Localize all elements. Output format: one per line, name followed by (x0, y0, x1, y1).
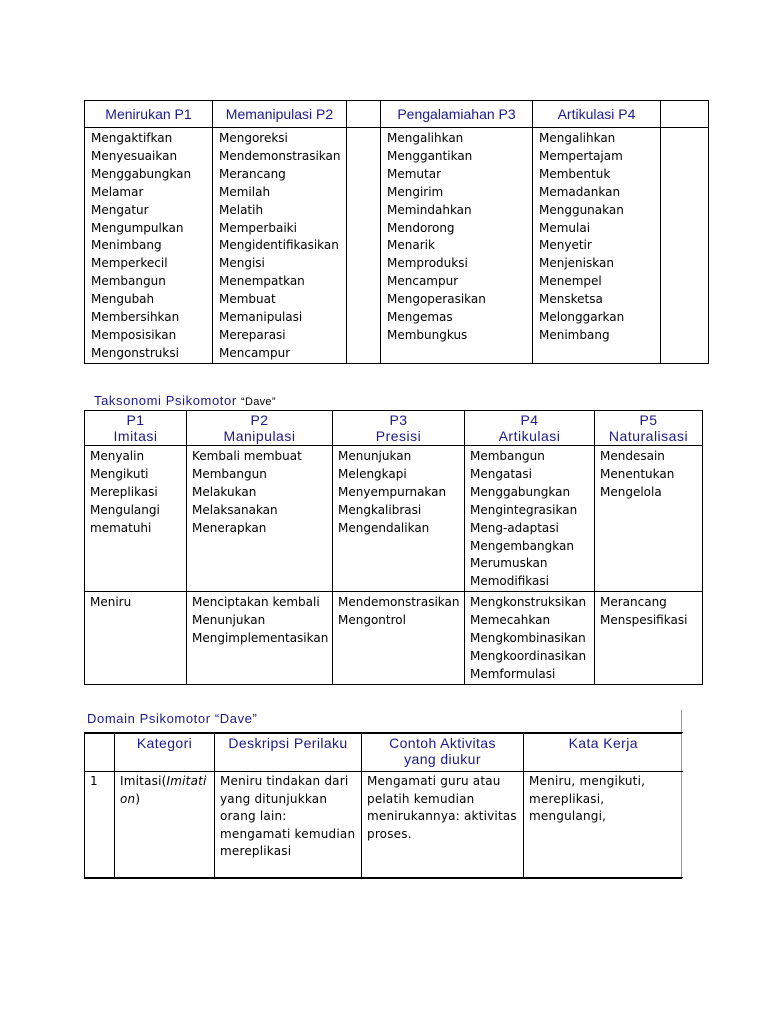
verb-item: Mendorong (387, 220, 455, 235)
verb-item: Mengubah (91, 292, 155, 307)
table1-header-p3: Pengalamiahan P3 (381, 101, 533, 128)
verb-item: Mensketsa (539, 292, 603, 307)
verb-item: Melonggarkan (539, 310, 625, 325)
table1-header-p2: Memanipulasi P2 (213, 101, 347, 128)
table3-header-row (85, 733, 683, 772)
verb-item: Membangun (470, 449, 545, 463)
verb-item: Mengidentifikasikan (219, 238, 339, 253)
table2-header-row (85, 411, 703, 446)
verb-item: Mengendalikan (338, 520, 430, 535)
verb-item: Mengalihkan (539, 131, 616, 145)
verb-item: Mengaktifkan (91, 131, 173, 145)
verb-item: Menjeniskan (539, 256, 614, 271)
verb-item: Memperbaiki (219, 220, 297, 235)
verb-item: Mereparasi (219, 327, 286, 342)
verb-item: Memodifikasi (470, 574, 549, 589)
verb-item: Menggabungkan (91, 166, 192, 181)
verb-item: Mengkombinasikan (470, 631, 586, 646)
verb-item: Mengisi (219, 256, 265, 271)
table2-row-1 (85, 446, 703, 592)
table3-header-kata-kerja: Kata Kerja (524, 733, 683, 772)
table2-r1-p2 (187, 446, 333, 592)
verb-item: Menciptakan kembali (192, 595, 320, 610)
verb-item: Menarik (387, 238, 435, 253)
verb-item: Mendemonstrasikan (338, 595, 460, 610)
verb-list (595, 592, 702, 630)
verb-item: Menyalin (90, 449, 145, 463)
verb-item: Menunjukan (338, 449, 412, 463)
table2-r1-p3 (333, 446, 465, 592)
verb-item: Menunjukan (192, 613, 266, 628)
table3-header-kategori: Kategori (115, 733, 215, 772)
domain-caption-title: Domain Psikomotor “Dave” (87, 711, 258, 726)
table3-bottom-rule (84, 877, 682, 879)
verb-list (381, 128, 532, 345)
verb-item: Mereplikasi (90, 484, 158, 499)
verb-item: Mengintegrasikan (470, 502, 578, 517)
verb-list (347, 128, 380, 130)
table3-cell-deskripsi: Meniru tindakan dari yang ditunjukkan orang lain: mengamati kemudian mereplikasi (215, 772, 362, 878)
verb-item: Menentukan (600, 466, 675, 481)
verb-item: Membersihkan (91, 310, 180, 325)
verb-item: Membuat (219, 292, 276, 307)
table3-cell-kategori: Imitasi(Imitati on) (115, 772, 215, 878)
table1-col-empty-2 (661, 128, 709, 364)
verb-item: Memproduksi (387, 256, 468, 271)
verb-list (333, 592, 464, 630)
verb-item: Mengikuti (90, 466, 149, 481)
table1-header-empty-2 (661, 101, 709, 128)
taxonomy-caption-title: Taksonomi Psikomotor (94, 393, 237, 408)
table2-r2-p5 (595, 592, 703, 685)
verb-item: Melengkapi (338, 466, 407, 481)
verb-item: Menyetir (539, 238, 592, 253)
verb-item: Mempertajam (539, 148, 623, 163)
verb-item: Menspesifikasi (600, 613, 688, 628)
verb-list (661, 128, 708, 130)
verb-item: Menggabungkan (470, 484, 571, 499)
verb-item: Mengontrol (338, 613, 406, 628)
verb-item: Mengatasi (470, 466, 532, 481)
table2-row-2 (85, 592, 703, 685)
verb-item: Menempel (539, 274, 602, 289)
verb-item: Kembali membuat (192, 449, 302, 463)
table3-cell-contoh: Mengamati guru atau pelatih kemudian menirukannya: aktivitas proses. (362, 772, 524, 878)
verb-item: Menggunakan (539, 202, 624, 217)
table2-r2-p3 (333, 592, 465, 685)
verb-list (465, 446, 594, 591)
verb-item: Merumuskan (470, 556, 548, 571)
verb-item: Mengelola (600, 484, 662, 499)
verb-item: Mencampur (387, 274, 459, 289)
verb-item: Mengkalibrasi (338, 502, 422, 517)
table2-r2-p4 (465, 592, 595, 685)
table2-header-p5: P5 Naturalisasi (595, 411, 703, 446)
verb-item: Mengembangkan (470, 538, 574, 553)
table2-r2-p2 (187, 592, 333, 685)
verb-item: Mengimplementasikan (192, 631, 329, 646)
table1-header-row (85, 101, 709, 128)
verb-item: Menempatkan (219, 274, 305, 289)
verb-item: Melamar (91, 184, 144, 199)
table2-r1-p4 (465, 446, 595, 592)
verb-item: Membangun (91, 274, 166, 289)
table2-header-p2: P2 Manipulasi (187, 411, 333, 446)
verb-item: Melaksanakan (192, 502, 278, 517)
verb-item: Membangun (192, 466, 267, 481)
verb-list (465, 592, 594, 684)
verb-list (187, 592, 332, 648)
table2-header-p4: P4 Artikulasi (465, 411, 595, 446)
table2-r2-p1 (85, 592, 187, 685)
verb-item: Menerapkan (192, 520, 267, 535)
verb-list (333, 446, 464, 538)
verb-item: Menyempurnakan (338, 484, 447, 499)
verb-item: Melatih (219, 202, 264, 217)
verb-item: Menimbang (91, 238, 162, 253)
verb-item: Mengumpulkan (91, 220, 184, 235)
verb-item: Melakukan (192, 484, 257, 499)
verb-item: Meng-adaptasi (470, 520, 559, 535)
verb-item: Menyesuaikan (91, 148, 178, 163)
table3-header-no (85, 733, 115, 772)
verb-item: Memperkecil (91, 256, 168, 271)
verb-item: Mengalihkan (387, 131, 464, 145)
verb-item: Memecahkan (470, 613, 551, 628)
verb-item: Mengatur (91, 202, 149, 217)
verb-list (85, 128, 212, 363)
domain-caption (87, 711, 257, 726)
table3-row-1 (85, 772, 683, 878)
table2-r1-p1 (85, 446, 187, 592)
verb-item: Mengkoordinasikan (470, 648, 587, 663)
verb-list (85, 446, 186, 538)
verb-item: Menggantikan (387, 148, 473, 163)
verb-item: Memanipulasi (219, 310, 303, 325)
verb-item: Mengoperasikan (387, 292, 486, 307)
verb-item: mematuhi (90, 520, 152, 535)
table2-r1-p5 (595, 446, 703, 592)
table1-col-p4 (533, 128, 661, 364)
table1-col-p3 (381, 128, 533, 364)
verb-item: Membentuk (539, 166, 611, 181)
verb-table-1 (84, 100, 709, 364)
verb-item: Mengoreksi (219, 131, 288, 145)
table1-header-empty (347, 101, 381, 128)
verb-item: Merancang (600, 595, 667, 610)
table2-header-p3: P3 Presisi (333, 411, 465, 446)
verb-item: Meniru (90, 595, 132, 610)
table1-col-empty (347, 128, 381, 364)
table3-header-contoh: Contoh Aktivitas yang diukur (362, 733, 524, 772)
verb-list (595, 446, 702, 502)
verb-list (533, 128, 660, 345)
verb-item: Merancang (219, 166, 286, 181)
verb-item: Mendemonstrasikan (219, 148, 341, 163)
verb-list (213, 128, 346, 363)
verb-item: Memposisikan (91, 327, 177, 342)
taxonomy-caption-quoted: “Dave” (241, 396, 276, 408)
table3-cell-no: 1 (85, 772, 115, 878)
table1-col-p1 (85, 128, 213, 364)
table3-header-deskripsi: Deskripsi Perilaku (215, 733, 362, 772)
table1-col-p2 (213, 128, 347, 364)
table1-header-p4: Artikulasi P4 (533, 101, 661, 128)
kategori-italic: Imitati on (120, 774, 207, 806)
verb-list (85, 592, 186, 612)
verb-item: Memformulasi (470, 666, 556, 681)
table1-header-p1: Menirukan P1 (85, 101, 213, 128)
verb-item: Menimbang (539, 327, 610, 342)
table2-header-p1: P1 Imitasi (85, 411, 187, 446)
verb-item: Mengulangi (90, 502, 160, 517)
verb-item: Mengirim (387, 184, 444, 199)
verb-item: Memutar (387, 166, 442, 181)
verb-item: Memadankan (539, 184, 621, 199)
domain-table (84, 732, 683, 878)
table3-top-rule (84, 732, 682, 734)
verb-list (187, 446, 332, 538)
verb-item: Memilah (219, 184, 271, 199)
verb-item: Memulai (539, 220, 591, 235)
verb-item: Mengkonstruksikan (470, 595, 587, 610)
table3-cell-kata-kerja: Meniru, mengikuti, mereplikasi, mengulangi, (524, 772, 683, 878)
taxonomy-caption (94, 393, 276, 408)
verb-item: Memindahkan (387, 202, 472, 217)
verb-table-2 (84, 410, 703, 685)
verb-item: Membungkus (387, 327, 468, 342)
verb-item: Mengemas (387, 310, 453, 325)
verb-item: Mencampur (219, 345, 291, 360)
table1-body-row (85, 128, 709, 364)
verb-item: Mendesain (600, 449, 665, 463)
verb-item: Mengonstruksi (91, 345, 179, 360)
